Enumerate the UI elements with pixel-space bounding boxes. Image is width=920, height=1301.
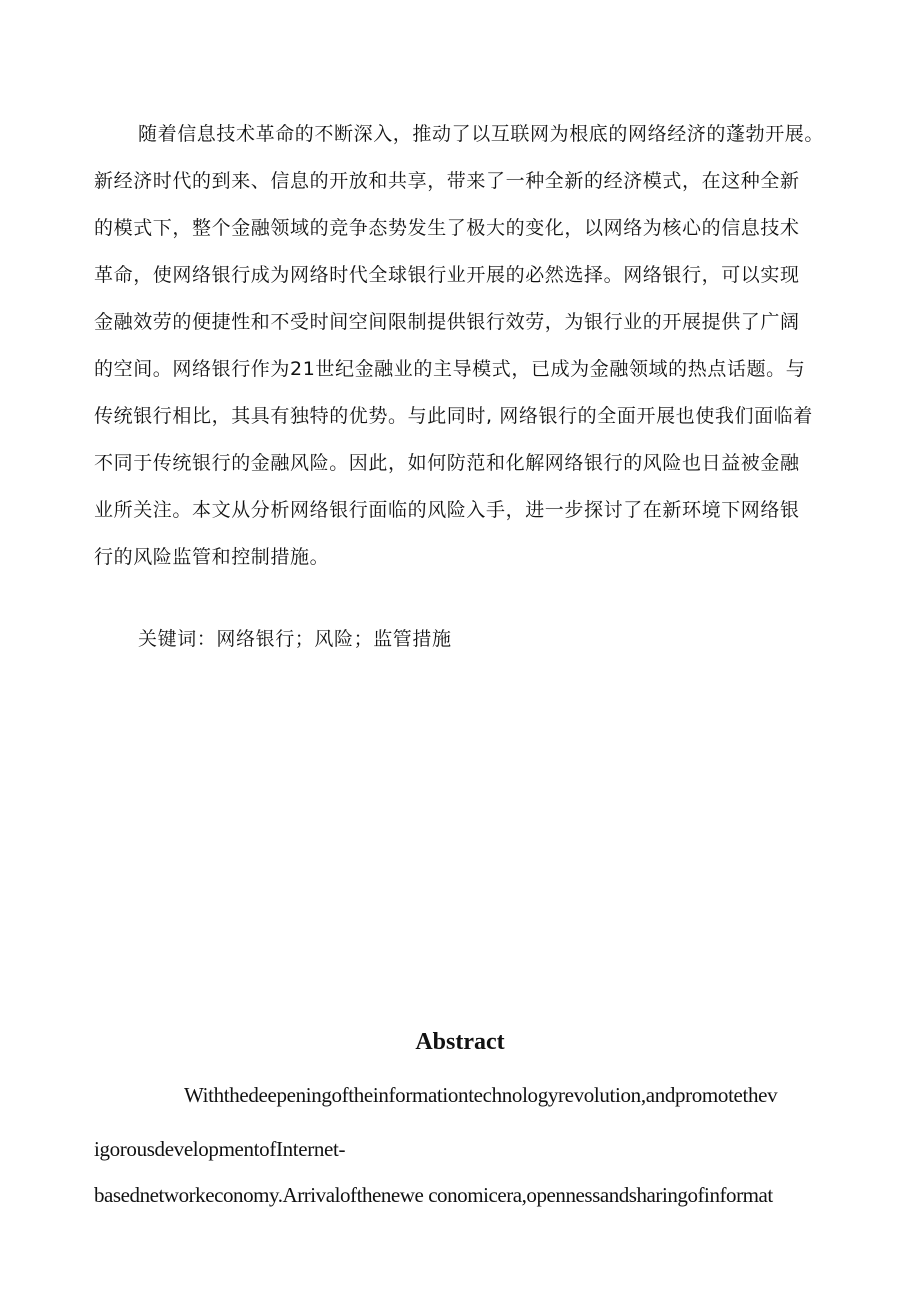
chinese-abstract-line: 不同于传统银行的金融风险。因此，如何防范和化解网络银行的风险也日益被金融 bbox=[94, 452, 800, 474]
chinese-abstract-line: 新经济时代的到来、信息的开放和共享，带来了一种全新的经济模式，在这种全新 bbox=[94, 170, 800, 192]
chinese-abstract-line: 随着信息技术革命的不断深入，推动了以互联网为根底的网络经济的蓬勃开展。 bbox=[138, 123, 825, 145]
chinese-abstract-line: 的空间。网络银行作为21世纪金融业的主导模式，已成为金融领域的热点话题。与 bbox=[94, 358, 806, 380]
english-abstract-line: basednetworkeconomy.Arrivalofthenewe conomicera,opennessandsharingofinformat bbox=[94, 1183, 773, 1207]
chinese-abstract-line: 的模式下，整个金融领域的竞争态势发生了极大的变化，以网络为核心的信息技术 bbox=[94, 217, 800, 239]
english-abstract-line: igorousdevelopmentofInternet- bbox=[94, 1137, 346, 1161]
chinese-abstract-line: 业所关注。本文从分析网络银行面临的风险入手，进一步探讨了在新环境下网络银 bbox=[94, 499, 800, 521]
chinese-abstract-line: 革命，使网络银行成为网络时代全球银行业开展的必然选择。网络银行，可以实现 bbox=[94, 264, 800, 286]
chinese-abstract-line: 传统银行相比，其具有独特的优势。与此同时, 网络银行的全面开展也使我们面临着 bbox=[94, 405, 813, 427]
abstract-heading: Abstract bbox=[415, 1029, 505, 1055]
chinese-abstract-line: 金融效劳的便捷性和不受时间空间限制提供银行效劳，为银行业的开展提供了广阔 bbox=[94, 311, 800, 333]
english-abstract-line: Withthedeepeningoftheinformationtechnologyrevolution,andpromotethev bbox=[184, 1083, 778, 1107]
chinese-abstract-line: 行的风险监管和控制措施。 bbox=[94, 546, 330, 568]
chinese-keywords: 关键词：网络银行；风险；监管措施 bbox=[138, 628, 452, 650]
chinese-abstract-body bbox=[94, 118, 834, 588]
